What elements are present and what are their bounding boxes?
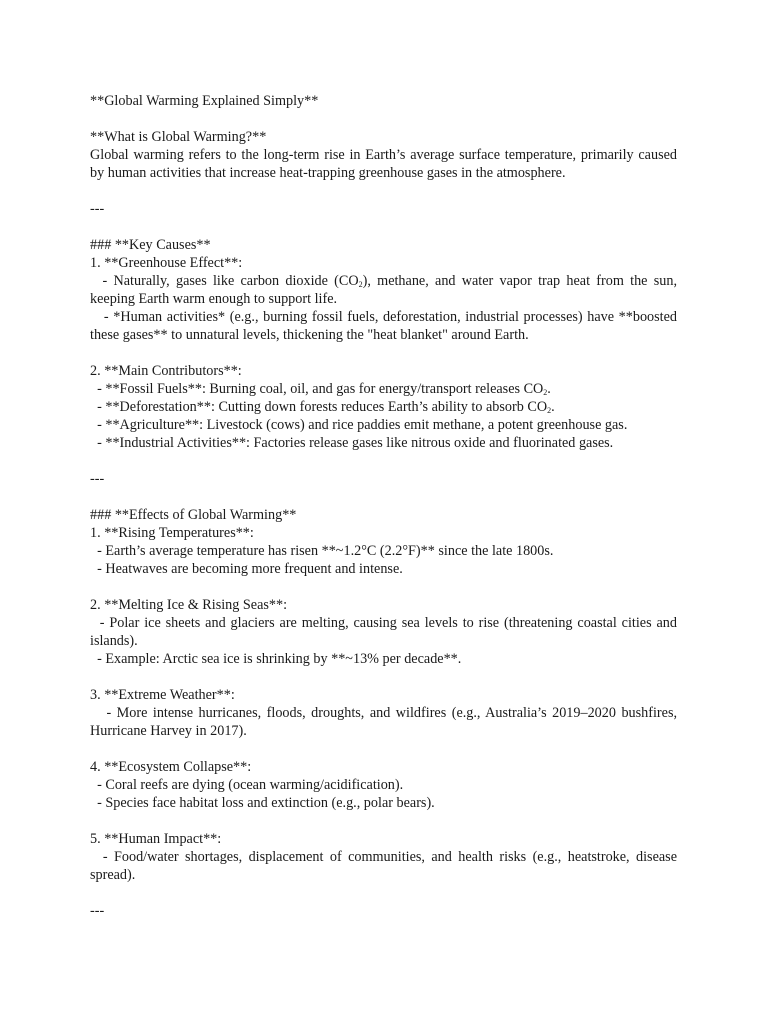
ecosystem-item-1: - Coral reefs are dying (ocean warming/acidification). (90, 777, 404, 793)
ice-seas-item-1: - Polar ice sheets and glaciers are melting, causing sea levels to rise (threatening coastal cities and islands). (90, 615, 681, 649)
divider: --- (90, 903, 105, 919)
temperatures-item-1: - Earth’s average temperature has risen **~1.2°C (2.2°F)** since the late 1800s. (90, 543, 554, 559)
co2-subscript: 2 (543, 388, 548, 397)
greenhouse-heading: 1. **Greenhouse Effect**: (90, 255, 243, 271)
industrial-item: - **Industrial Activities**: Factories release gases like nitrous oxide and fluorinated gases. (90, 435, 614, 451)
effects-heading: ### **Effects of Global Warming** (90, 507, 297, 523)
divider: --- (90, 201, 105, 217)
what-paragraph: Global warming refers to the long-term rise in Earth’s average surface temperature, primarily caused by human activities that increase heat-trapping greenhouse gases in the atmosphere. (90, 147, 677, 181)
temperatures-item-2: - Heatwaves are becoming more frequent and intense. (90, 561, 403, 577)
human-impact-item-1: - Food/water shortages, displacement of communities, and health risks (e.g., heatstroke, disease spread). (90, 849, 681, 883)
deforest-text-post: . (551, 399, 555, 415)
agriculture-item: - **Agriculture**: Livestock (cows) and rice paddies emit methane, a potent greenhouse gas. (90, 417, 628, 433)
ice-seas-heading: 2. **Melting Ice & Rising Seas**: (90, 597, 288, 613)
fossil-text-post: . (547, 381, 551, 397)
fossil-text-pre: - **Fossil Fuels**: Burning coal, oil, and gas for energy/transport releases CO (90, 381, 544, 397)
natural-gases-item (90, 272, 681, 308)
human-impact-heading: 5. **Human Impact**: (90, 831, 222, 847)
contributors-heading: 2. **Main Contributors**: (90, 363, 242, 379)
deforest-text-pre: - **Deforestation**: Cutting down forests reduces Earth’s ability to absorb CO (90, 399, 548, 415)
ecosystem-heading: 4. **Ecosystem Collapse**: (90, 759, 252, 775)
what-heading: **What is Global Warming?** (90, 129, 267, 145)
extreme-weather-item-1: - More intense hurricanes, floods, droughts, and wildfires (e.g., Australia’s 2019–2020 bushfires, Hurricane Harvey in 2017). (90, 705, 681, 739)
co2-subscript: 2 (547, 406, 552, 415)
document-page (90, 92, 681, 920)
document-title: **Global Warming Explained Simply** (90, 93, 319, 109)
deforestation-item (90, 398, 677, 416)
co2-subscript: 2 (358, 280, 363, 289)
natural-text-post: ), methane, and water vapor trap heat from the sun, keeping Earth warm enough to support life. (90, 273, 681, 307)
extreme-weather-heading: 3. **Extreme Weather**: (90, 687, 235, 703)
ecosystem-item-2: - Species face habitat loss and extinction (e.g., polar bears). (90, 795, 435, 811)
key-causes-heading: ### **Key Causes** (90, 237, 211, 253)
human-activities-item: - *Human activities* (e.g., burning fossil fuels, deforestation, industrial processes) have **boosted these gases** to unnatural levels, thickening the "heat blanket" around Earth. (90, 309, 681, 343)
fossil-fuels-item (90, 380, 677, 398)
temperatures-heading: 1. **Rising Temperatures**: (90, 525, 254, 541)
divider: --- (90, 471, 105, 487)
ice-seas-item-2: - Example: Arctic sea ice is shrinking by **~13% per decade**. (90, 651, 462, 667)
natural-text-pre: - Naturally, gases like carbon dioxide (CO (90, 273, 359, 289)
